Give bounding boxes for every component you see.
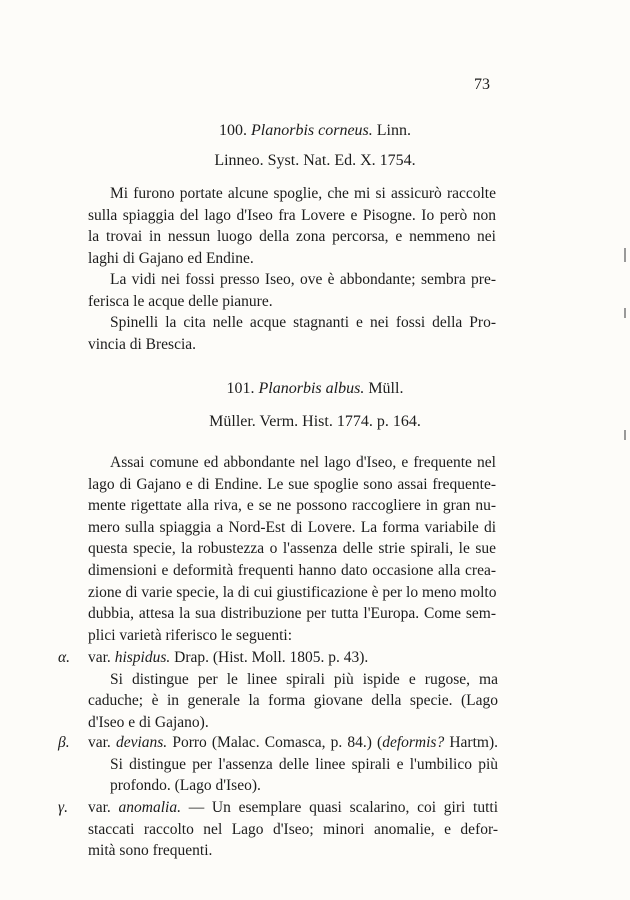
text-line: mente rigettate alla riva, e se ne possono raccogliere in gran nu-: [88, 497, 496, 515]
variety-symbol: α.: [58, 649, 71, 666]
text-line: profondo. (Lago d'Iseo).: [110, 777, 261, 795]
species-author: Linn.: [376, 122, 411, 139]
species-reference-100: Linneo. Syst. Nat. Ed. X. 1754.: [214, 152, 416, 169]
text-line: La vidi nei fossi presso Iseo, ove è abbondante; sembra pre-: [110, 271, 496, 288]
text-line: staccati raccolto nel Lago d'Iseo; minori anomalie, e defor-: [88, 820, 498, 838]
text-line: zione di varie specie, la di cui giustificazione è per lo meno molto: [88, 583, 497, 601]
scan-edge-mark: [624, 430, 626, 440]
scan-edge-mark: [624, 308, 626, 318]
paragraph-101-1: [88, 452, 496, 646]
scan-edge-mark: [624, 248, 626, 262]
text-line: lago di Gajano e di Endine. Le sue spoglie sono assai frequente-: [88, 475, 496, 493]
species-name: Planorbis corneus.: [251, 122, 373, 139]
paragraph-100-1: [88, 183, 496, 269]
variety-title: var. anomalia. — Un esemplare quasi scalarino, coi giri tutti: [88, 799, 499, 816]
text-line: vincia di Brescia.: [88, 335, 197, 353]
text-line: ferisca le acque delle pianure.: [88, 292, 273, 310]
text-line: caduche; è in generale la forma giovane della specie. (Lago: [88, 692, 498, 710]
text-line: laghi di Gajano ed Endine.: [88, 249, 254, 267]
text-line: Si distingue per le linee spirali più ispide e rugose, ma: [110, 670, 498, 688]
paragraph-100-2: [88, 269, 496, 312]
text-line: mero sulla spiaggia a Nord-Est di Lovere. La forma variabile di: [88, 518, 496, 536]
page-number: 73: [474, 76, 490, 93]
text-line: sulla spiaggia del lago d'Iseo fra Lovere e Pisogne. Io però non: [88, 206, 496, 224]
species-heading-101: [0, 380, 630, 398]
text-line: Assai comune ed abbondante nel lago d'Iseo, e frequente nel: [110, 454, 496, 471]
species-number: 101.: [226, 380, 255, 397]
text-line: la trovai in nessun luogo della zona percorsa, e nemmeno nei: [88, 228, 496, 246]
text-line: d'Iseo e di Gajano).: [88, 713, 209, 731]
species-heading-100: [0, 122, 630, 140]
text-line: dubbia, attesa la sua distribuzione per tutta l'Europa. Come sem-: [88, 605, 496, 623]
species-author: Müll.: [368, 380, 404, 397]
variety-symbol: β.: [58, 734, 70, 751]
text-line: Mi furono portate alcune spoglie, che mi si assicurò raccolte: [110, 185, 496, 202]
species-number: 100.: [219, 122, 247, 139]
variety-title: var. devians. Porro (Malac. Comasca, p. 84.) (deformis? Hartm).: [88, 734, 498, 751]
text-line: mità sono frequenti.: [88, 842, 213, 860]
text-line: Si distingue per l'assenza delle linee spirali e l'umbilico più: [110, 755, 498, 773]
species-name: Planorbis albus.: [258, 380, 365, 397]
text-line: Spinelli la cita nelle acque stagnanti e nei fossi della Pro-: [110, 314, 496, 331]
text-line: questa specie, la robustezza o l'assenza delle strie spirali, le sue: [88, 540, 496, 558]
species-reference-101: Müller. Verm. Hist. 1774. p. 164.: [209, 413, 421, 430]
variety-symbol: γ.: [58, 799, 68, 816]
variety-title: var. hispidus. Drap. (Hist. Moll. 1805. p. 43).: [88, 649, 369, 666]
text-line: plici varietà riferisco le seguenti:: [88, 626, 292, 644]
paragraph-100-3: [88, 312, 496, 355]
text-line: dimensioni e deformità frequenti hanno dato occasione alla crea-: [88, 561, 496, 579]
